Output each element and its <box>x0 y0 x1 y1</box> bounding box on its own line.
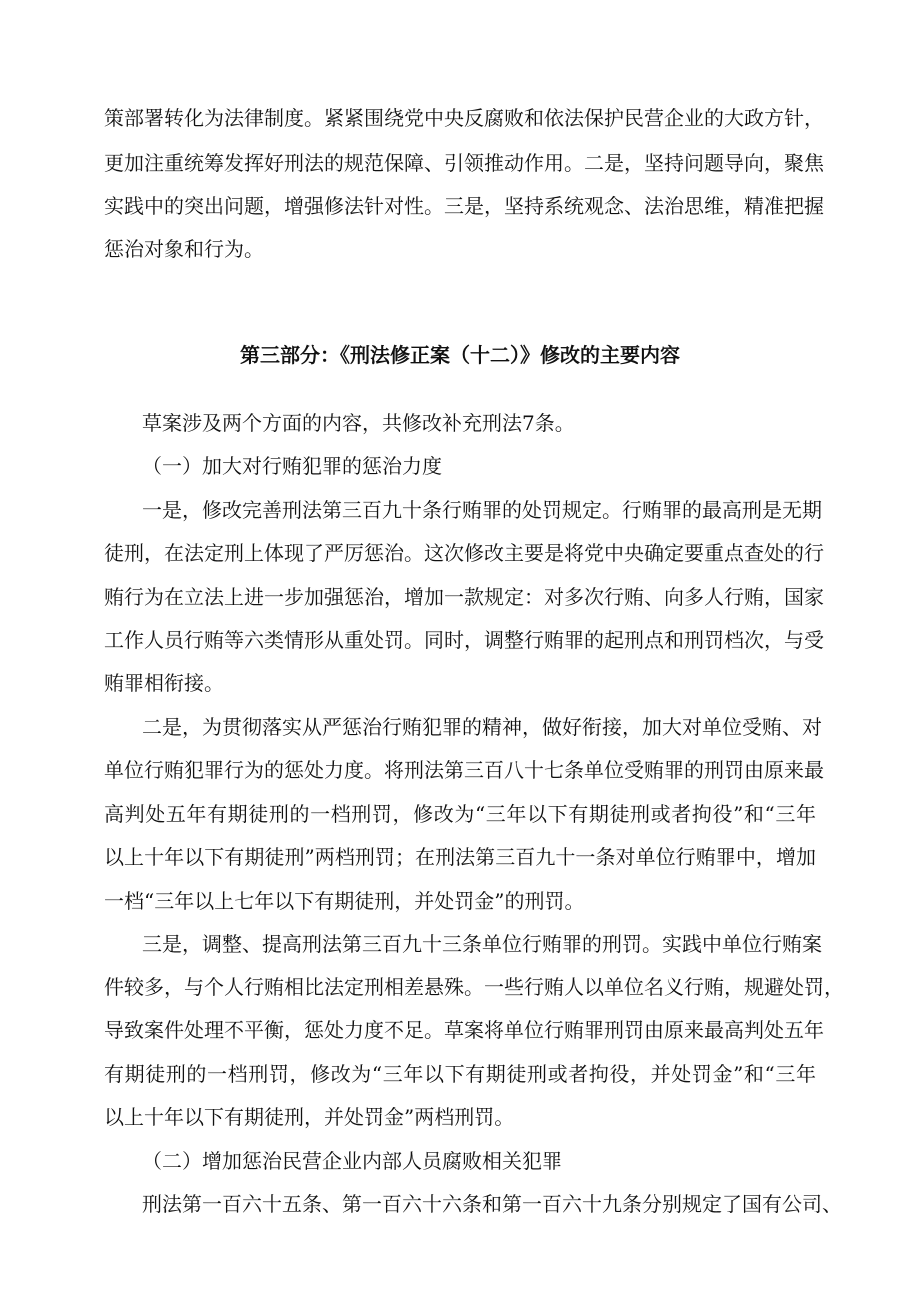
para3-line: 件较多，与个人行贿相比法定刑相差悬殊。一些行贿人以单位名义行贿，规避处罚， <box>104 975 844 999</box>
para2-line: 以上十年以下有期徒刑”两档刑罚；在刑法第三百九十一条对单位行贿罪中，增加 <box>104 845 816 869</box>
intro-line: 惩治对象和行为。 <box>104 237 264 261</box>
para1-line: 徒刑，在法定刑上体现了严厉惩治。这次修改主要是将党中央确定要重点查处的行 <box>104 541 824 565</box>
para1-line: 贿行为在立法上进一步加强惩治，增加一款规定：对多次行贿、向多人行贿，国家 <box>104 585 824 609</box>
para2-line: 一档“三年以上七年以下有期徒刑，并处罚金”的刑罚。 <box>104 889 585 913</box>
para3-line: 导致案件处理不平衡，惩处力度不足。草案将单位行贿罪刑罚由原来最高判处五年 <box>104 1018 824 1042</box>
summary-line: 草案涉及两个方面的内容，共修改补充刑法7条。 <box>142 411 575 435</box>
para1-line: 一是，修改完善刑法第三百九十条行贿罪的处罚规定。行贿罪的最高刑是无期 <box>142 498 822 522</box>
intro-line: 策部署转化为法律制度。紧紧围绕党中央反腐败和依法保护民营企业的大政方针， <box>104 106 824 130</box>
subsection-heading-2: （二）增加惩治民营企业内部人员腐败相关犯罪 <box>142 1149 562 1173</box>
intro-line: 更加注重统筹发挥好刑法的规范保障、引领推动作用。二是，坚持问题导向，聚焦 <box>104 151 824 175</box>
para2-line: 单位行贿犯罪行为的惩处力度。将刑法第三百八十七条单位受贿罪的刑罚由原来最 <box>104 758 824 782</box>
para3-line: 以上十年以下有期徒刑，并处罚金”两档刑罚。 <box>104 1105 515 1129</box>
para2-line: 高判处五年有期徒刑的一档刑罚，修改为“三年以下有期徒刑或者拘役”和“三年 <box>104 802 816 826</box>
para2-line: 二是，为贯彻落实从严惩治行贿犯罪的精神，做好衔接，加大对单位受贿、对 <box>142 715 822 739</box>
para3-line: 三是，调整、提高刑法第三百九十三条单位行贿罪的刑罚。实践中单位行贿案 <box>142 932 822 956</box>
section-heading: 第三部分：《刑法修正案（十二）》修改的主要内容 <box>240 343 680 367</box>
para4-line: 刑法第一百六十五条、第一百六十六条和第一百六十九条分别规定了国有公司、 <box>142 1192 842 1216</box>
intro-line: 实践中的突出问题，增强修法针对性。三是，坚持系统观念、法治思维，精准把握 <box>104 194 824 218</box>
subsection-heading-1: （一）加大对行贿犯罪的惩治力度 <box>142 454 442 478</box>
para1-line: 贿罪相衔接。 <box>104 671 224 695</box>
para1-line: 工作人员行贿等六类情形从重处罚。同时，调整行贿罪的起刑点和刑罚档次，与受 <box>104 628 824 652</box>
para3-line: 有期徒刑的一档刑罚，修改为“三年以下有期徒刑或者拘役，并处罚金”和“三年 <box>104 1062 816 1086</box>
